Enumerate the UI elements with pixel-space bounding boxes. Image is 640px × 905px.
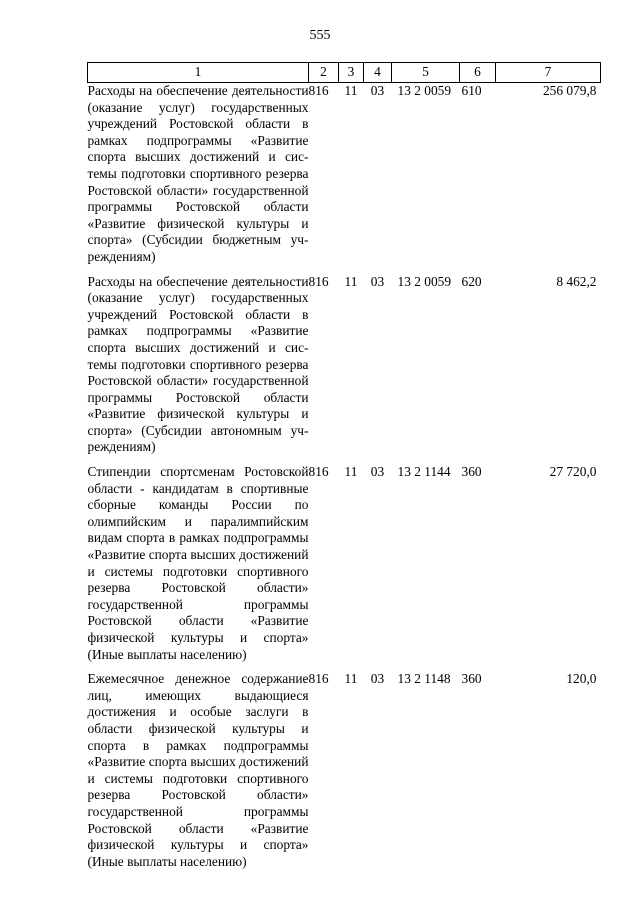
row-col-2: 816 [308,83,329,98]
table-row [88,671,601,878]
header-col-6: 6 [460,63,496,83]
header-col-3: 3 [339,63,364,83]
row-col-5: 13 2 0059 [397,83,452,98]
row-description: Расходы на обеспечение деятельности (оказание услуг) государственных учреждений Ростовской области в рамках подпрограммы «Развитие спорта высших достижений и системы подготовки спортивного резерва Ростовской области» государственной программы Ростовской области «Развитие физической культуры и спорта» (Субсидии бюджетным учреждениям) [87,83,309,264]
header-col-7: 7 [496,63,601,83]
row-col-2: 816 [308,464,329,480]
row-col-7: 27 720,0 [549,464,597,480]
row-col-7: 8 462,2 [556,273,597,289]
table-row [88,274,601,465]
table-row [88,83,601,274]
row-col-3: 11 [344,83,358,98]
header-col-1: 1 [88,63,309,83]
row-col-5: 13 2 0059 [397,273,452,289]
row-col-2: 816 [308,671,329,687]
row-col-4: 03 [370,273,385,289]
row-col-4: 03 [370,671,385,687]
row-col-3: 11 [344,273,358,289]
row-col-6: 360 [461,671,482,687]
row-col-7: 256 079,8 [542,83,597,98]
row-col-6: 610 [461,83,482,98]
row-col-3: 11 [344,671,358,687]
row-col-5: 13 2 1148 [397,671,451,687]
row-col-6: 620 [461,273,482,289]
row-col-6: 360 [461,464,482,480]
page-number: 555 [309,28,331,43]
row-col-2: 816 [308,273,329,289]
header-col-4: 4 [364,63,392,83]
table-row [88,464,601,671]
budget-table [87,62,601,878]
row-col-3: 11 [344,464,358,480]
row-col-7: 120,0 [566,671,597,687]
row-col-4: 03 [370,464,385,480]
row-description: Расходы на обеспечение деятельности (оказание услуг) государственных учреждений Ростовской области в рамках подпрограммы «Развитие спорта высших достижений и системы подготовки спортивного резерва Ростовской области» государственной программы Ростовской области «Развитие физической культуры и спорта» (Субсидии автономным учреждениям) [87,273,309,455]
row-description: Ежемесячное денежное содержание лиц, имеющих выдающиеся достижения и особые заслуги в области физической культуры и спорта в рамках подпрограммы «Развитие спорта высших достижений и системы подготовки спортивного резерва Ростовской области» государственной программы Ростовской области «Развитие физической культуры и спорта» (Иные выплаты населению) [87,671,309,869]
header-col-2: 2 [309,63,339,83]
row-col-5: 13 2 1144 [397,464,451,480]
row-col-4: 03 [370,83,385,98]
row-description: Стипендии спортсменам Ростовской области - кандидатам в спортивные сборные команды России по олимпийским и паралимпийским видам спорта в рамках подпрограммы «Развитие спорта высших достижений и системы подготовки спортивного резерва Ростовской области» государственной программы Ростовской области «Развитие физической культуры и спорта» (Иные выплаты населению) [87,464,309,662]
table-header-row [88,63,601,83]
header-col-5: 5 [392,63,460,83]
